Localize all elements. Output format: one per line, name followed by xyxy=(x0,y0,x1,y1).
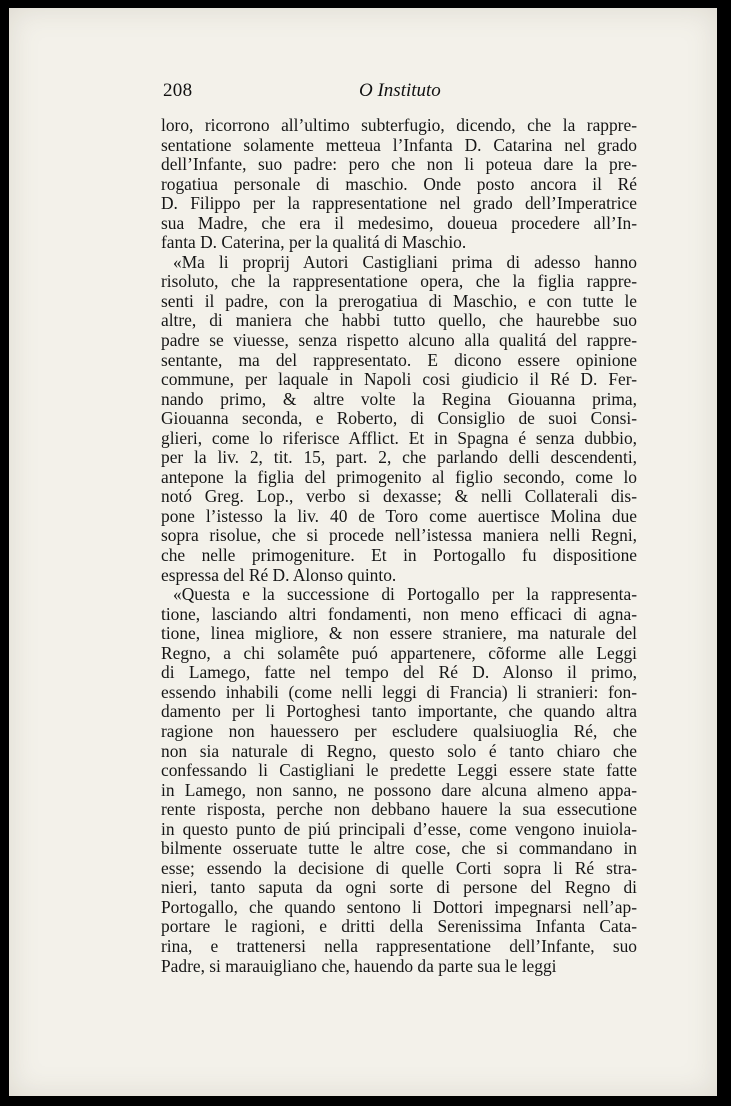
text-line: Regno, a chi solamête puó appartenere, cõforme alle Leggi xyxy=(161,642,637,663)
text-line: pone l’istesso la liv. 40 de Toro come auertisce Molina due xyxy=(161,505,637,526)
text-line: sentante, ma del rappresentato. E dicono essere opinione xyxy=(161,349,637,370)
paragraph xyxy=(161,585,637,976)
text-line: espressa del Ré D. Alonso quinto. xyxy=(161,564,397,585)
text-line: esse; essendo la decisione di quelle Corti sopra li Ré stra- xyxy=(161,857,637,878)
text-line: «Ma li proprij Autori Castigliani prima di adesso hanno xyxy=(173,251,637,272)
text-line: rina, e trattenersi nella rappresentatione dell’Infante, suo xyxy=(161,935,637,956)
text-line: loro, ricorrono all’ultimo subterfugio, dicendo, che la rappre- xyxy=(161,115,637,135)
text-line: sopra risolue, che si procede nell’istessa maniera nelli Regni, xyxy=(161,525,637,546)
text-line: di Lamego, fatte nel tempo del Ré D. Alonso il primo, xyxy=(161,662,637,683)
text-line: tione, lasciando altri fondamenti, non meno efficaci di agna- xyxy=(161,603,637,624)
text-line: altre, di maniera che habbi tutto quello, che haurebbe suo xyxy=(161,310,637,331)
page-number: 208 xyxy=(163,80,193,101)
text-line: Portogallo, che quando sentono li Dottori impegnarsi nell’ap- xyxy=(161,896,637,917)
text-line: bilmente osseruate tutte le altre cose, che si commandano in xyxy=(161,838,637,859)
text-line: Giouanna seconda, e Roberto, di Consiglio de suoi Consi- xyxy=(161,408,637,429)
text-line: risoluto, che la rappresentatione opera, che la figlia rappre- xyxy=(161,271,637,292)
text-line: tione, linea migliore, & non essere straniere, ma naturale del xyxy=(161,623,637,644)
text-line: antepone la figlia del primogenito al figlio secondo, come lo xyxy=(161,466,637,487)
page-header xyxy=(163,80,653,106)
text-line: portare le ragioni, e dritti della Serenissima Infanta Cata- xyxy=(161,916,637,937)
body-text xyxy=(161,116,637,976)
text-line: essendo inhabili (come nelli leggi di Francia) li stranieri: fon- xyxy=(161,681,637,702)
text-line: «Questa e la successione di Portogallo per la rappresenta- xyxy=(173,584,637,605)
paragraph xyxy=(161,253,637,585)
text-line: nieri, tanto saputa da ogni sorte di persone del Regno di xyxy=(161,877,637,898)
text-line: senti il padre, con la prerogatiua di Maschio, e con tutte le xyxy=(161,290,637,311)
text-line: in Lamego, non sanno, ne possono dare alcuna almeno appa- xyxy=(161,779,637,800)
text-line: glieri, come lo riferisce Afflict. Et in Spagna é senza dubbio, xyxy=(161,427,637,448)
text-line: sentatione solamente metteua l’Infanta D. Catarina nel grado xyxy=(161,134,637,155)
text-line: ragione non hauessero per escludere qualsiuoglia Ré, che xyxy=(161,720,637,741)
running-head: O Instituto xyxy=(359,80,441,101)
text-line: rente risposta, perche non debbano hauere la sua essecutione xyxy=(161,799,637,820)
text-line: D. Filippo per la rappresentatione nel grado dell’Imperatrice xyxy=(161,193,637,214)
text-line: commune, per laquale in Napoli cosi giudicio il Ré D. Fer- xyxy=(161,369,637,390)
text-line: non sia naturale di Regno, questo solo é tanto chiaro che xyxy=(161,740,637,761)
text-line: dell’Infante, suo padre: pero che non li poteua dare la pre- xyxy=(161,154,637,175)
text-line: confessando li Castigliani le predette Leggi essere state fatte xyxy=(161,760,637,781)
text-line: fanta D. Caterina, per la qualitá di Maschio. xyxy=(161,232,467,253)
text-line: che nelle primogeniture. Et in Portogallo fu dispositione xyxy=(161,545,637,566)
text-line: per la liv. 2, tit. 15, part. 2, che parlando delli descendenti, xyxy=(161,447,637,468)
text-line: rogatiua personale di maschio. Onde posto ancora il Ré xyxy=(161,173,637,194)
text-line: Padre, si marauigliano che, hauendo da parte sua le leggi xyxy=(161,955,557,976)
text-line: notó Greg. Lop., verbo si dexasse; & nelli Collaterali dis- xyxy=(161,486,637,507)
text-line: sua Madre, che era il medesimo, doueua procedere all’In- xyxy=(161,212,637,233)
text-line: padre se viuesse, senza rispetto alcuno alla qualitá del rappre- xyxy=(161,330,637,351)
paragraph xyxy=(161,116,637,253)
text-line: in questo punto de piú principali d’esse, come vengono inuiola- xyxy=(161,818,637,839)
text-line: nando primo, & altre volte la Regina Giouanna prima, xyxy=(161,388,637,409)
text-line: damento per li Portoghesi tanto importante, che quando altra xyxy=(161,701,637,722)
